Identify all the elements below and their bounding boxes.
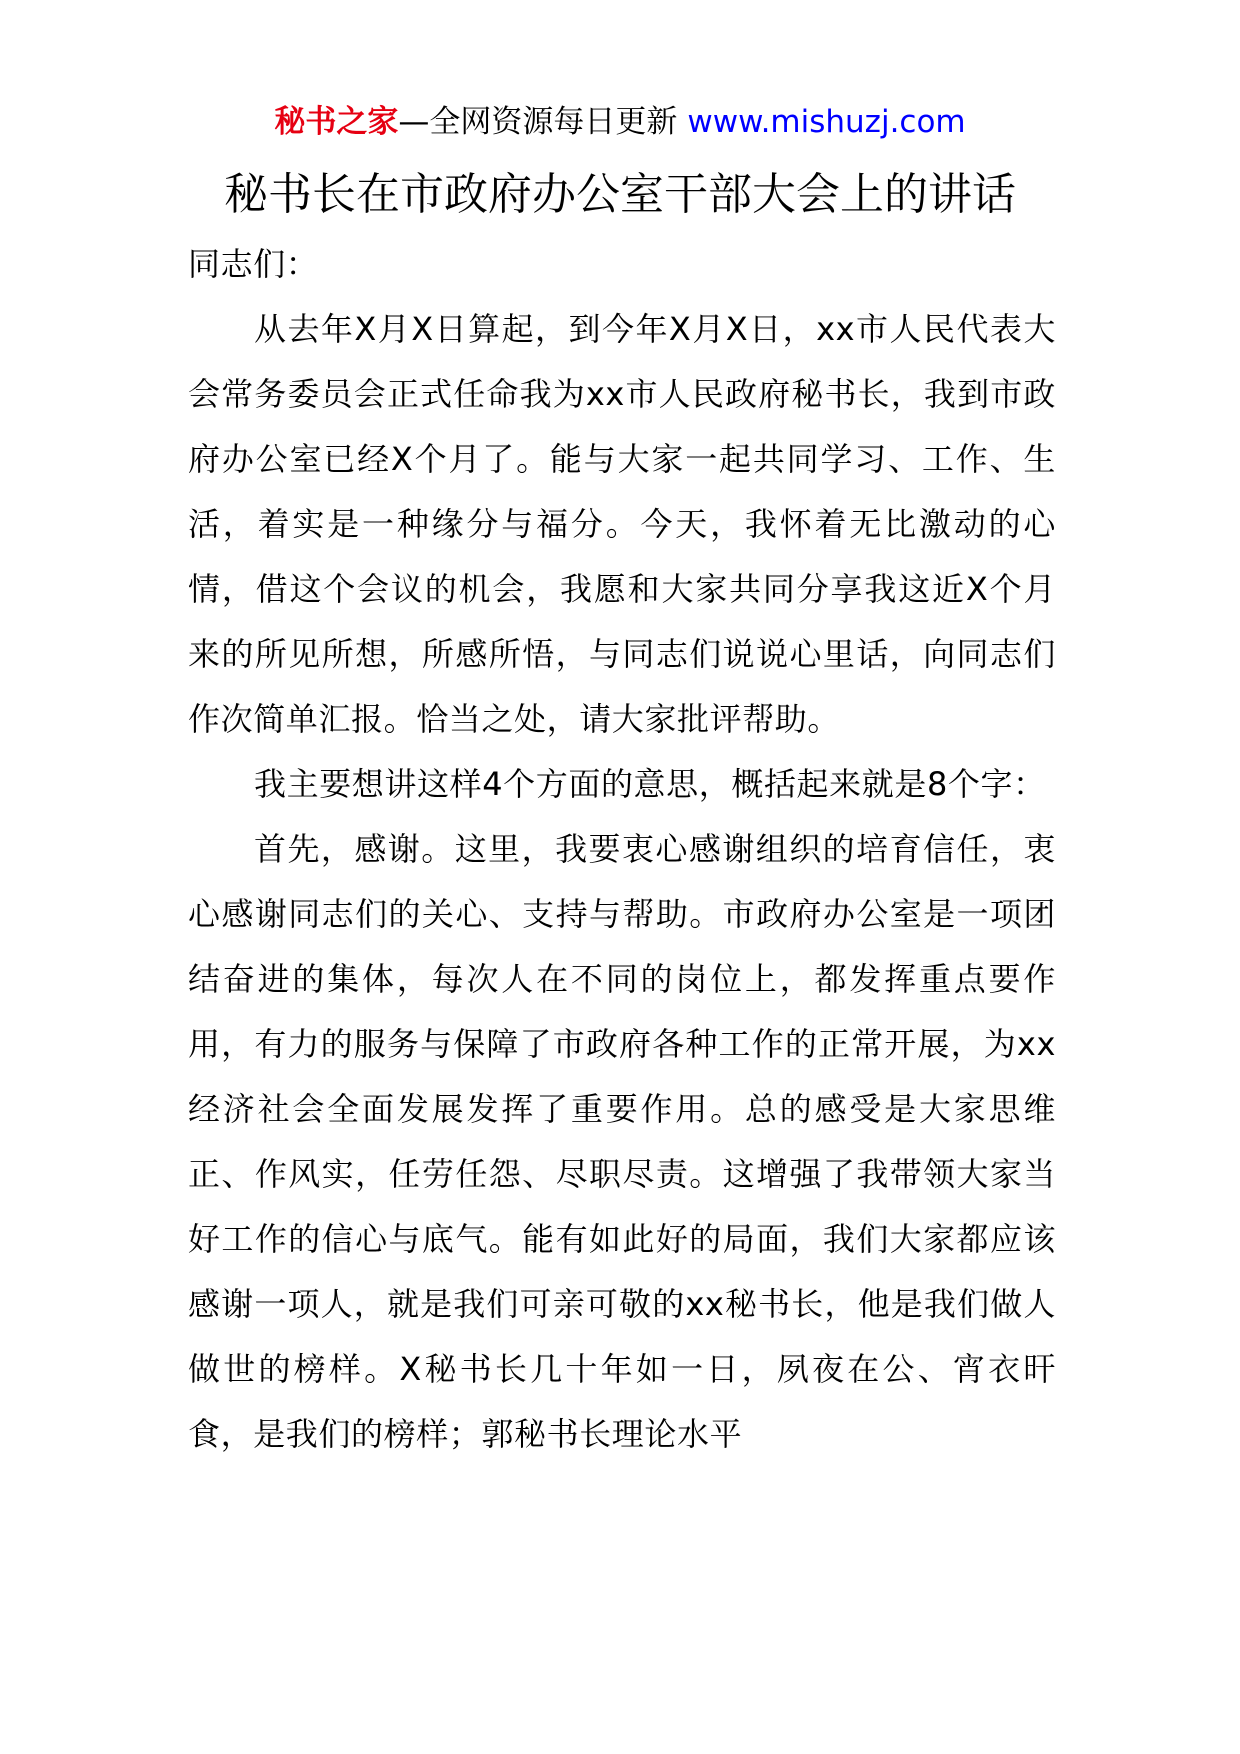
- document-title: 秘书长在市政府办公室干部大会上的讲话: [224, 169, 1016, 220]
- site-header: [0, 100, 1240, 144]
- site-url-link[interactable]: www.mishuzj.com: [687, 104, 966, 140]
- paragraph-3: 首先，感谢。这里，我要衷心感谢组织的培育信任，衷心感谢同志们的关心、支持与帮助。市政府办公室是一项团结奋进的集体，每次人在不同的岗位上，都发挥重点要作用，有力的服务与保障了市政府各种工作的正常开展，为xx经济社会全面发展发挥了重要作用。总的感受是大家思维正、作风实，任劳任怨、尽职尽责。这增强了我带领大家当好工作的信心与底气。能有如此好的局面，我们大家都应该感谢一项人，就是我们可亲可敬的xx秘书长，他是我们做人做世的榜样。X秘书长几十年如一日，夙夜在公、宵衣旰食，是我们的榜样；郭秘书长理论水平: [188, 830, 1056, 1453]
- header-tagline: —全网资源每日更新: [398, 104, 678, 140]
- paragraph-1: 从去年X月X日算起，到今年X月X日，xx市人民代表大会常务委员会正式任命我为xx市人民政府秘书长，我到市政府办公室已经X个月了。能与大家一起共同学习、工作、生活，着实是一种缘分与福分。今天，我怀着无比激动的心情，借这个会议的机会，我愿和大家共同分享我这近X个月来的所见所想，所感所悟，与同志们说说心里话，向同志们作次简单汇报。恰当之处，请大家批评帮助。: [188, 310, 1056, 738]
- salutation: 同志们：: [188, 245, 319, 283]
- paragraph-2: 我主要想讲这样4个方面的意思，概括起来就是8个字：: [254, 765, 1046, 803]
- document-body: [188, 232, 1056, 1467]
- brand-name: 秘书之家: [274, 104, 399, 140]
